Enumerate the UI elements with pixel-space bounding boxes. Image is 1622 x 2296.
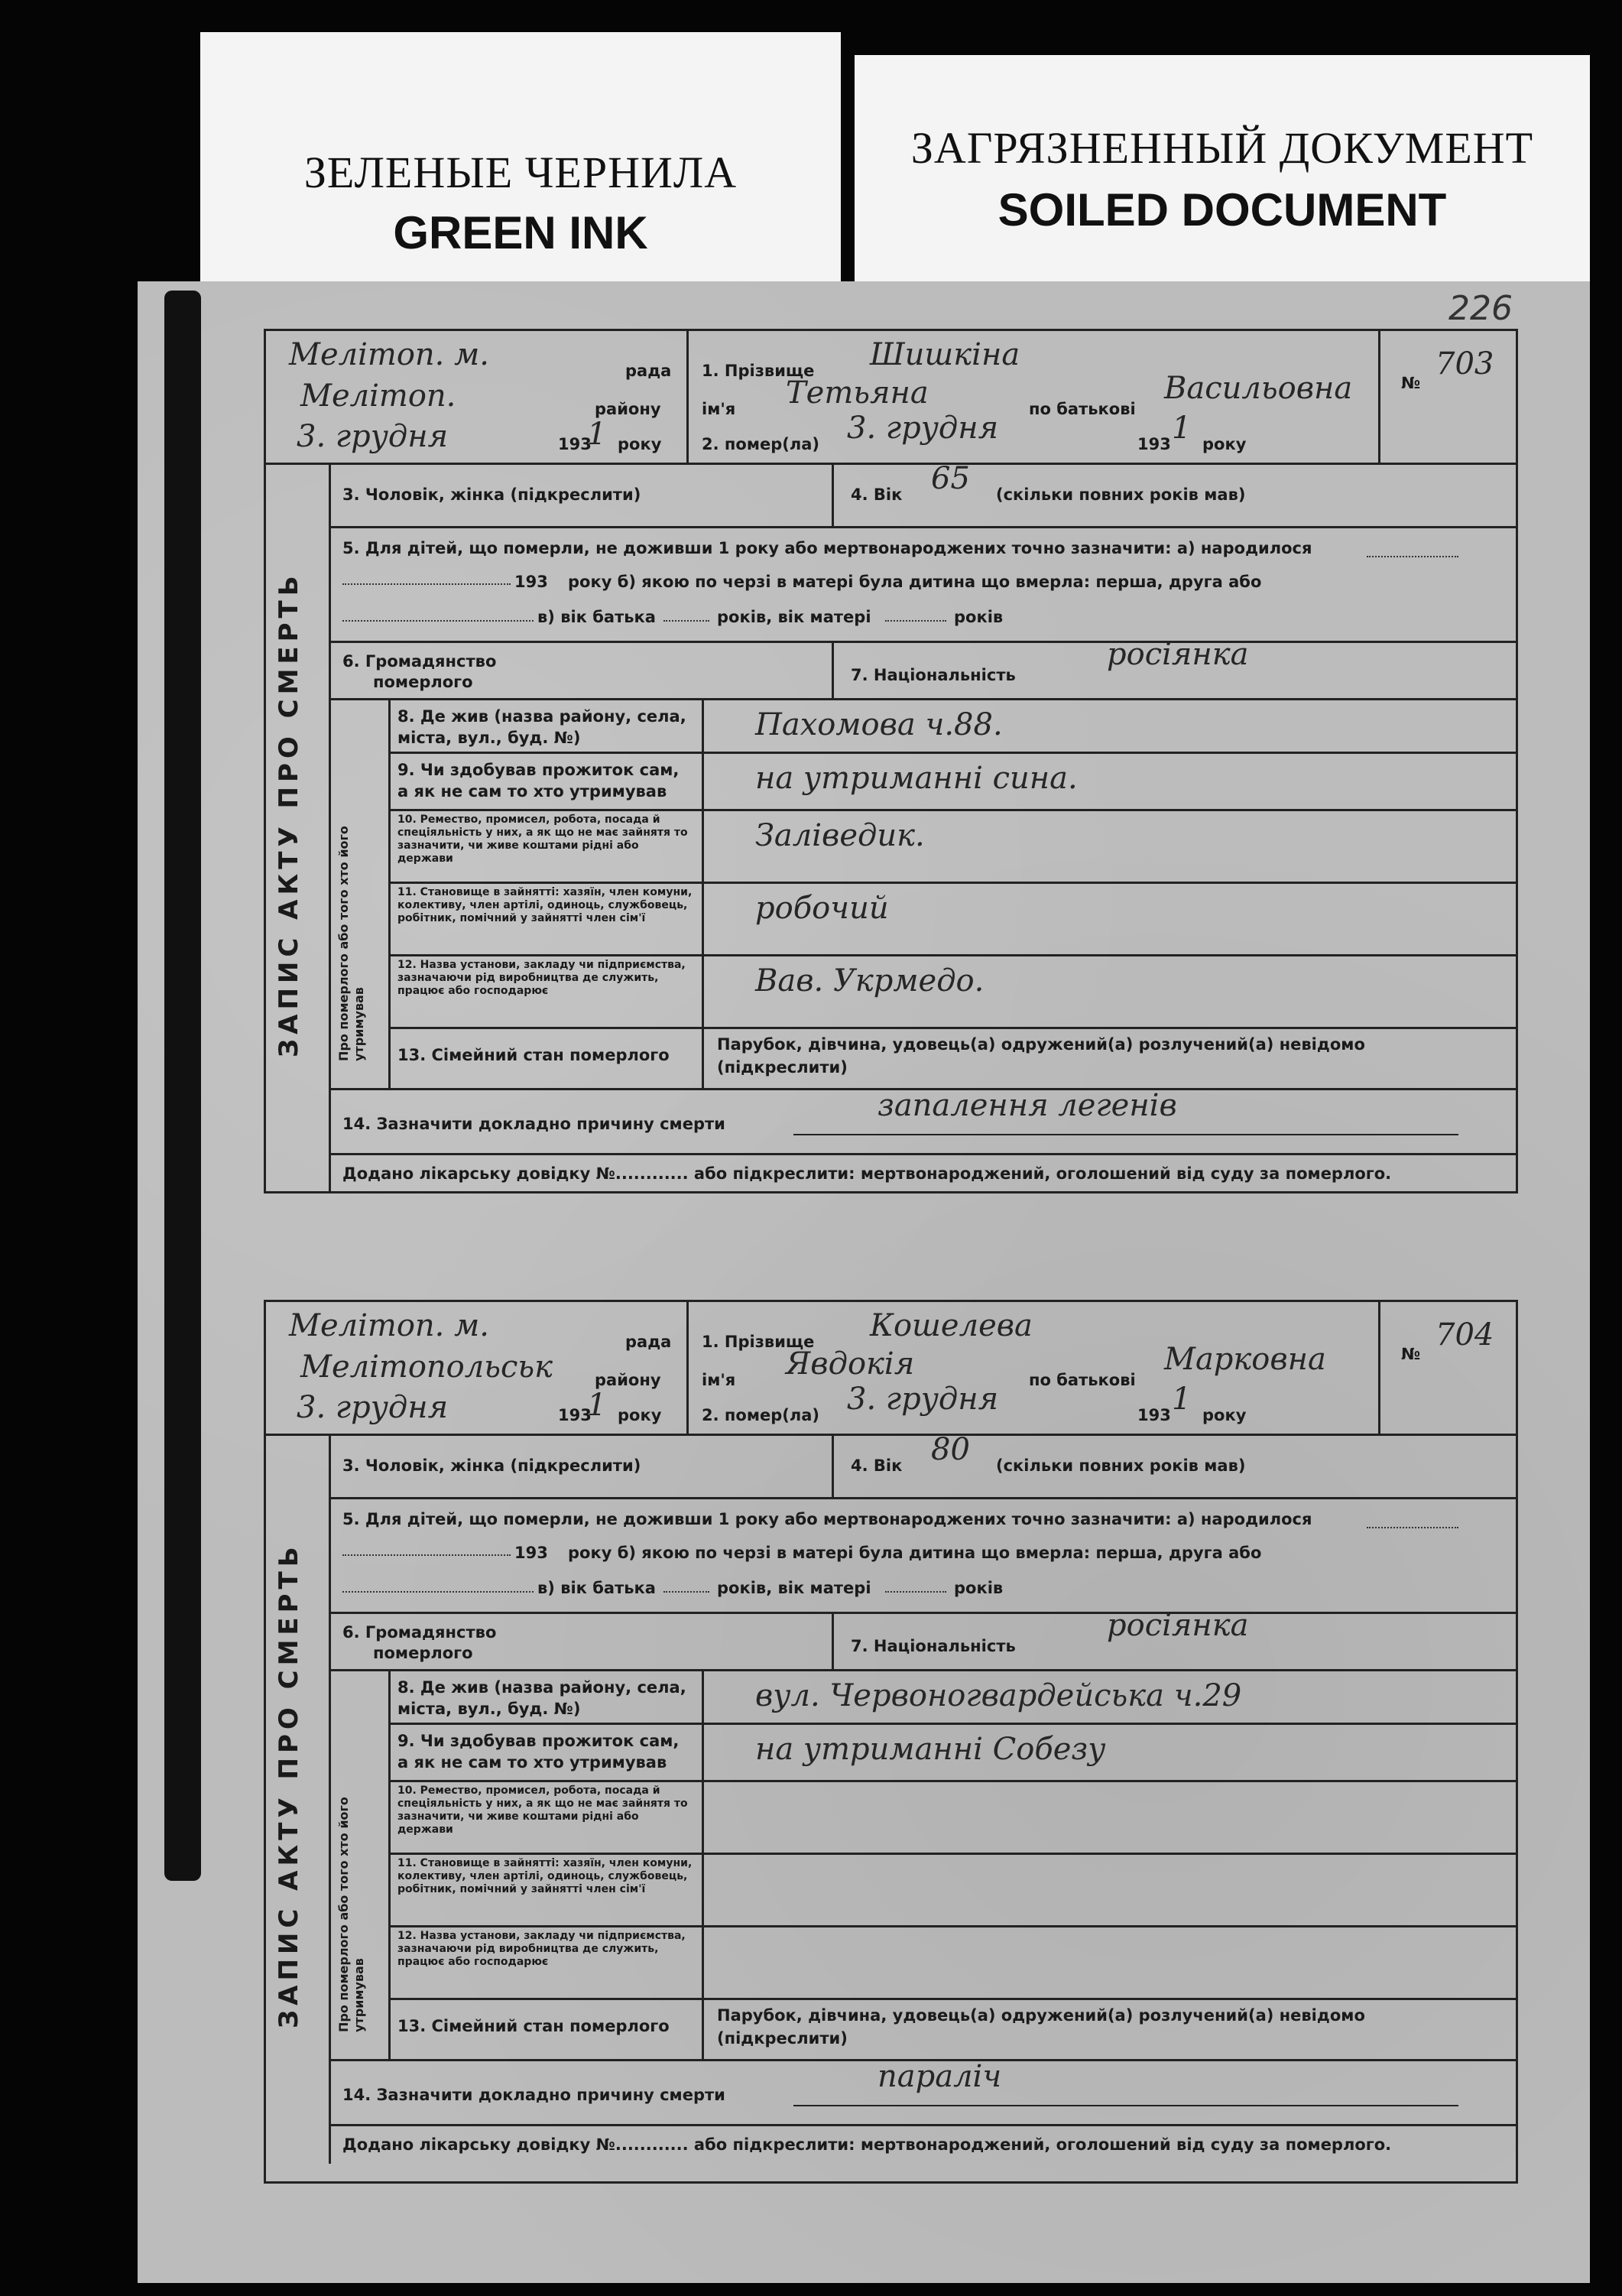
age-handwritten: 80 [931, 1432, 970, 1467]
death-date-handwritten: 3. грудня [847, 1382, 999, 1417]
infant-question-b: року б) якою по черзі в матері була дитина що вмерла: перша, друга або [568, 573, 1262, 591]
residence-label: 8. Де жив (назва району, села, міста, вул., буд. №) [397, 1678, 686, 1718]
rule-line [388, 1723, 1516, 1725]
marital-status-label: 13. Сімейний стан померлого [397, 1046, 670, 1064]
name-handwritten: Явдокія [786, 1346, 915, 1382]
name-label: ім'я [702, 400, 736, 418]
dotted-fill-line [342, 583, 511, 585]
roku-label: року [618, 435, 662, 453]
dotted-fill-line [342, 1554, 511, 1556]
death-year-end-handwritten: 1 [1172, 1382, 1192, 1417]
rule-line [329, 463, 331, 1193]
death-date-handwritten: 3. грудня [847, 411, 999, 446]
died-label: 2. помер(ла) [702, 435, 820, 453]
rule-line [1378, 331, 1380, 463]
citizenship-sub-label: померлого [373, 1644, 473, 1662]
registration-year-end-handwritten: 1 [587, 1388, 607, 1423]
nationality-handwritten: росіянка [1107, 1608, 1249, 1643]
death-record-2 [264, 1300, 1518, 2184]
dotted-fill-line [1367, 556, 1458, 557]
name-handwritten: Тетьяна [786, 375, 929, 411]
age-handwritten: 65 [931, 461, 970, 496]
rayonu-label: району [595, 400, 661, 418]
soiled-document-label-en: SOILED DOCUMENT [998, 184, 1447, 235]
age-hint-label: (скільки повних років мав) [996, 1457, 1246, 1475]
district-handwritten: Мелітопольськ [300, 1349, 553, 1385]
roku-label: року [618, 1406, 662, 1424]
rule-line [329, 1497, 1516, 1499]
rule-line [388, 809, 1516, 811]
record-number-handwritten: 704 [1435, 1317, 1494, 1353]
rule-line [388, 954, 1516, 956]
cause-of-death-label: 14. Зазначити докладно причину смерти [342, 1115, 725, 1133]
sex-label: 3. Чоловік, жінка (підкреслити) [342, 486, 641, 504]
residence-label: 8. Де жив (назва району, села, міста, вул., буд. №) [397, 707, 686, 747]
green-ink-label [200, 32, 841, 284]
nationality-handwritten: росіянка [1107, 637, 1249, 672]
support-handwritten: на утриманні Собезу [755, 1732, 1106, 1767]
rule-line [686, 1302, 689, 1434]
registration-year-end-handwritten: 1 [587, 417, 607, 452]
rule-line [329, 1669, 1516, 1671]
mother-age-label: років, вік матері [717, 1579, 871, 1597]
side-subtitle-line1: Про померлого або того хто його [336, 826, 351, 1061]
side-title: ЗАПИС АКТУ ПРО СМЕРТЬ [274, 1542, 304, 2028]
age-hint-label: (скільки повних років мав) [996, 486, 1246, 504]
registration-date-handwritten: 3. грудня [297, 1390, 449, 1425]
rule-line [388, 698, 391, 1088]
surname-handwritten: Кошелева [870, 1308, 1033, 1343]
marital-status-options: Парубок, дівчина, удовець(а) одружений(а) розлучений(а) невідомо (підкреслити) [717, 1035, 1365, 1077]
occupation-label: 10. Ремество, промисел, робота, посада й спеціяльність у них, а як що не має зайнятя то зазначити, чи живе коштами рідні або держави [397, 814, 688, 865]
rule-line [329, 698, 1516, 700]
died-label: 2. помер(ла) [702, 1406, 820, 1424]
rule-line [388, 1998, 1516, 2000]
occupation-handwritten: Заліведик. [755, 818, 925, 853]
citizenship-label: 6. Громадянство [342, 1623, 497, 1642]
workplace-label: 12. Назва установи, закладу чи підприємства, зазначаючи рід виробництва де служить, працює або господарює [397, 1930, 686, 1968]
infant-question-a: 5. Для дітей, що померли, не доживши 1 року або мертвонароджених точно зазначити: а) народилося [342, 1510, 1312, 1528]
rule-line [329, 1434, 331, 2164]
side-subtitle-line2: утримував [352, 987, 366, 1061]
soiled-document-label [855, 55, 1590, 284]
dotted-fill-line [885, 620, 946, 622]
rule-line [329, 2124, 1516, 2126]
rule-line [266, 1434, 1516, 1436]
mother-age-label: років, вік матері [717, 608, 871, 626]
years-label: років [954, 1579, 1004, 1597]
cause-of-death-label: 14. Зазначити докладно причину смерти [342, 2086, 725, 2104]
patronymic-handwritten: Марковна [1164, 1342, 1326, 1377]
support-label: 9. Чи здобував прожиток сам, а як не сам то хто утримував [397, 761, 680, 801]
place-handwritten: Мелітоп. м. [289, 1308, 489, 1343]
rule-line [832, 1612, 834, 1669]
cause-underline [793, 2105, 1458, 2106]
registration-year-printed: 193 [558, 1406, 592, 1424]
registration-year-printed: 193 [558, 435, 592, 453]
cause-of-death-handwritten: параліч [878, 2059, 1002, 2094]
surname-handwritten: Шишкіна [870, 337, 1020, 372]
medical-certificate-footer: Додано лікарську довідку №............ або підкреслити: мертвонароджений, оголошений від суду за померлого. [342, 2135, 1392, 2154]
nationality-label: 7. Національність [851, 1637, 1016, 1655]
name-label: ім'я [702, 1371, 736, 1389]
death-roku-label: року [1202, 1406, 1247, 1424]
medical-certificate-footer: Додано лікарську довідку №............ або підкреслити: мертвонароджений, оголошений від суду за померлого. [342, 1164, 1392, 1183]
registration-date-handwritten: 3. грудня [297, 419, 449, 454]
marital-status-options: Парубок, дівчина, удовець(а) одружений(а) розлучений(а) невідомо (підкреслити) [717, 2006, 1365, 2048]
age-label: 4. Вік [851, 486, 903, 504]
surname-label: 1. Прізвище [702, 1333, 815, 1351]
death-year-printed: 193 [1137, 435, 1171, 453]
infant-question-b: року б) якою по черзі в матері була дитина що вмерла: перша, друга або [568, 1544, 1262, 1562]
residence-handwritten: Пахомова ч.88. [755, 707, 1003, 742]
record-number-handwritten: 703 [1435, 346, 1494, 382]
father-age-label: в) вік батька [537, 1579, 656, 1597]
rule-line [686, 331, 689, 463]
rayonu-label: району [595, 1371, 661, 1389]
rule-line [832, 641, 834, 698]
age-label: 4. Вік [851, 1457, 903, 1475]
support-label: 9. Чи здобував прожиток сам, а як не сам то хто утримував [397, 1732, 680, 1772]
infant-year-printed: 193 [514, 573, 548, 591]
death-record-1 [264, 329, 1518, 1193]
infant-question-a: 5. Для дітей, що померли, не доживши 1 року або мертвонароджених точно зазначити: а) народилося [342, 539, 1312, 557]
dotted-fill-line [342, 620, 534, 622]
rule-line [702, 698, 704, 1088]
district-handwritten: Мелітоп. [300, 378, 456, 414]
number-sign: № [1401, 1345, 1421, 1363]
rule-line [329, 641, 1516, 643]
death-roku-label: року [1202, 435, 1247, 453]
rule-line [388, 752, 1516, 754]
side-title: ЗАПИС АКТУ ПРО СМЕРТЬ [274, 571, 304, 1057]
dotted-fill-line [663, 1591, 709, 1593]
support-handwritten: на утриманні сина. [755, 761, 1078, 796]
death-year-printed: 193 [1137, 1406, 1171, 1424]
side-subtitle [336, 826, 367, 1061]
rule-line [832, 1434, 834, 1497]
marital-status-label: 13. Сімейний стан померлого [397, 2017, 670, 2035]
rule-line [388, 1669, 391, 2059]
infant-year-printed: 193 [514, 1544, 548, 1562]
rule-line [266, 463, 1516, 465]
rule-line [329, 1153, 1516, 1155]
rule-line [329, 1612, 1516, 1614]
green-ink-label-ru: ЗЕЛЕНЫЕ ЧЕРНИЛА [303, 148, 738, 197]
patronymic-label: по батькові [1029, 400, 1136, 418]
place-handwritten: Мелітоп. м. [289, 337, 489, 372]
rule-line [388, 882, 1516, 884]
citizenship-label: 6. Громадянство [342, 652, 497, 671]
side-subtitle [336, 1797, 367, 2032]
dotted-fill-line [885, 1591, 946, 1593]
employment-status-handwritten: робочий [755, 891, 889, 926]
nationality-label: 7. Національність [851, 666, 1016, 684]
citizenship-sub-label: померлого [373, 673, 473, 691]
rule-line [329, 526, 1516, 528]
years-label: років [954, 608, 1004, 626]
surname-label: 1. Прізвище [702, 362, 815, 380]
rada-label: рада [625, 362, 672, 380]
cause-underline [793, 1134, 1458, 1135]
workplace-label: 12. Назва установи, закладу чи підприємства, зазначаючи рід виробництва де служить, працює або господарює [397, 959, 686, 997]
rule-line [1378, 1302, 1380, 1434]
rule-line [388, 1027, 1516, 1029]
residence-handwritten: вул. Червоногвардейська ч.29 [755, 1678, 1242, 1713]
sex-label: 3. Чоловік, жінка (підкреслити) [342, 1457, 641, 1475]
rule-line [388, 1925, 1516, 1927]
rule-line [702, 1669, 704, 2059]
rule-line [388, 1780, 1516, 1782]
green-ink-label-en: GREEN INK [393, 207, 648, 258]
employment-status-label: 11. Становище в зайнятті: хазяїн, член комуни, колективу, член артілі, одиноць, службовець, робітник, помічний у зайнятті член сім'ї [397, 886, 693, 924]
rule-line [388, 1853, 1516, 1855]
death-year-end-handwritten: 1 [1172, 411, 1192, 446]
binding-strip [164, 291, 201, 1881]
cause-of-death-handwritten: запалення легенів [878, 1088, 1177, 1123]
employment-status-label: 11. Становище в зайнятті: хазяїн, член комуни, колективу, член артілі, одиноць, службовець, робітник, помічний у зайнятті член сім'ї [397, 1857, 693, 1895]
number-sign: № [1401, 374, 1421, 392]
patronymic-handwritten: Васильовна [1164, 371, 1353, 406]
workplace-handwritten: Вав. Укрмедо. [755, 963, 985, 999]
dotted-fill-line [1367, 1527, 1458, 1528]
page-number: 226 [1448, 289, 1513, 328]
dotted-fill-line [663, 620, 709, 622]
occupation-label: 10. Ремество, промисел, робота, посада й спеціяльність у них, а як що не має зайнятя то зазначити, чи живе коштами рідні або держави [397, 1785, 688, 1836]
patronymic-label: по батькові [1029, 1371, 1136, 1389]
father-age-label: в) вік батька [537, 608, 656, 626]
dotted-fill-line [342, 1591, 534, 1593]
side-subtitle-line1: Про померлого або того хто його [336, 1797, 351, 2032]
rule-line [832, 463, 834, 526]
soiled-document-label-ru: ЗАГРЯЗНЕННЫЙ ДОКУМЕНТ [910, 123, 1534, 173]
side-subtitle-line2: утримував [352, 1958, 366, 2032]
rada-label: рада [625, 1333, 672, 1351]
